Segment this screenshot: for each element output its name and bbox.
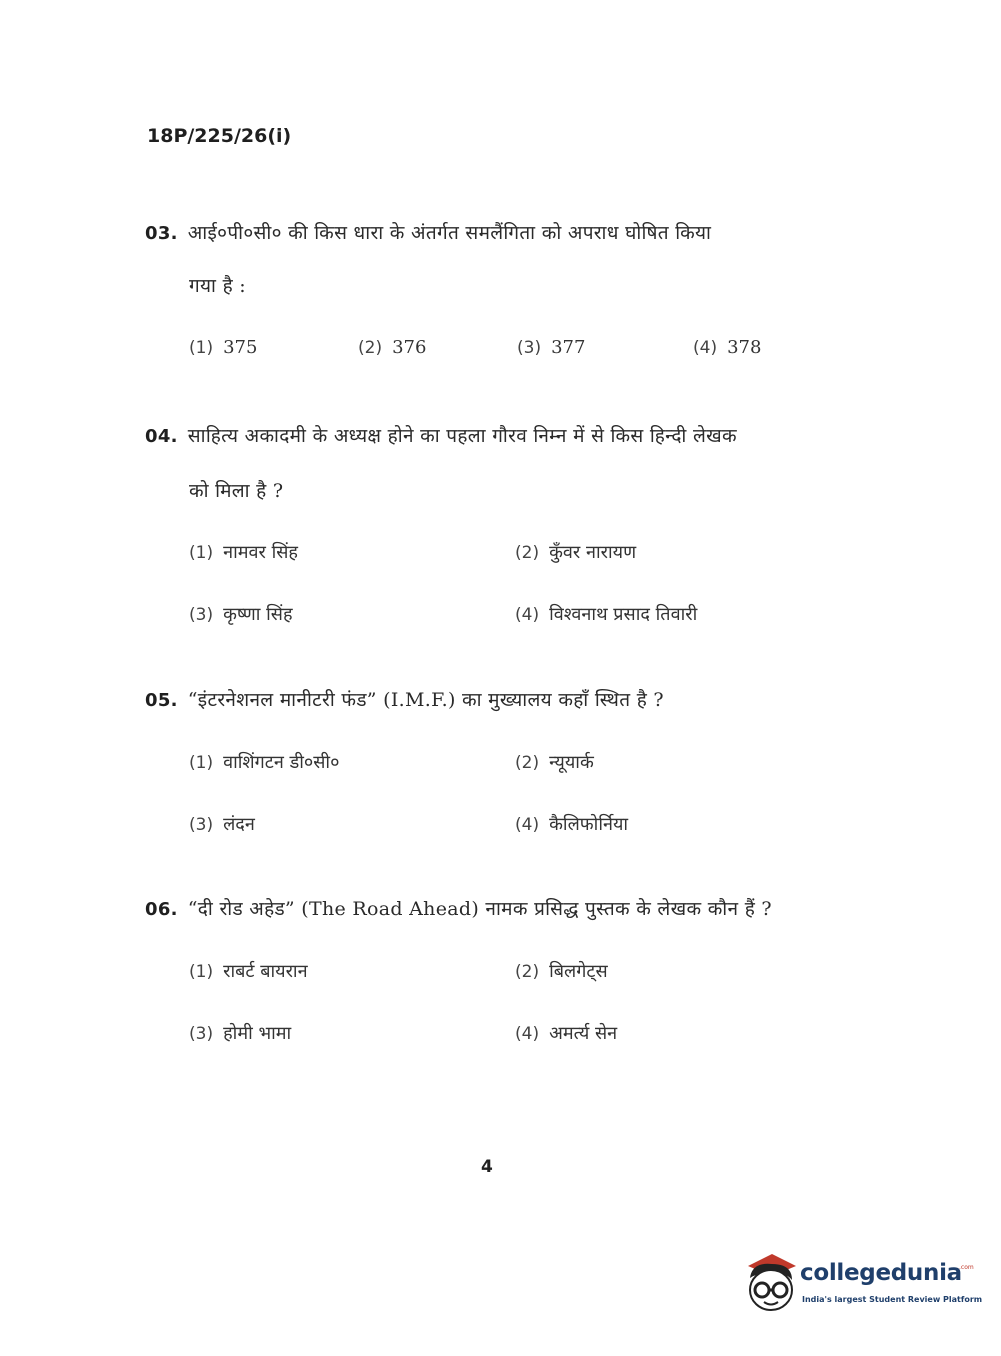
option-4: (4) विश्वनाथ प्रसाद तिवारी — [515, 604, 698, 625]
option-4: (4) 378 — [693, 337, 762, 358]
question-04 — [145, 424, 845, 627]
question-number: 03. — [145, 223, 178, 244]
option-1: (1) राबर्ट बायरान — [189, 961, 308, 982]
options-row — [145, 541, 845, 565]
option-3: (3) लंदन — [189, 814, 255, 835]
question-text: “इंटरनेशनल मानीटरी फंड” (I.M.F.) का मुख्यालय कहाँ स्थित है ? — [187, 689, 664, 711]
question-text: साहित्य अकादमी के अध्यक्ष होने का पहला गौरव निम्न में से किस हिन्दी लेखक — [187, 425, 737, 447]
option-2: (2) बिलगेट्स — [515, 961, 608, 982]
question-number: 05. — [145, 690, 178, 711]
brand-tagline: India's largest Student Review Platform — [802, 1295, 983, 1304]
options-row — [145, 1022, 845, 1046]
option-2: (2) न्यूयार्क — [515, 752, 594, 773]
question-text: आई०पी०सी० की किस धारा के अंतर्गत समलैंगिता को अपराध घोषित किया — [187, 222, 712, 244]
paper-code: 18P/225/26(i) — [147, 125, 292, 147]
page-number: 4 — [481, 1157, 493, 1177]
brand-name: collegedunia — [800, 1260, 962, 1286]
option-4: (4) अमर्त्य सेन — [515, 1023, 618, 1044]
option-3: (3) 377 — [517, 337, 586, 358]
option-4: (4) कैलिफोर्निया — [515, 814, 629, 835]
question-text-continued: गया है : — [189, 275, 247, 297]
question-number: 04. — [145, 426, 178, 447]
option-1: (1) 375 — [189, 337, 258, 358]
question-text: “दी रोड अहेड” (The Road Ahead) नामक प्रसिद्ध पुस्तक के लेखक कौन हैं ? — [187, 898, 772, 920]
collegedunia-logo — [742, 1248, 983, 1316]
question-05 — [145, 688, 845, 837]
option-1: (1) नामवर सिंह — [189, 542, 298, 563]
option-3: (3) होमी भामा — [189, 1023, 292, 1044]
question-03 — [145, 221, 845, 360]
option-1: (1) वाशिंगटन डी०सी० — [189, 752, 340, 773]
options-row — [145, 336, 845, 360]
option-2: (2) कुँवर नारायण — [515, 542, 637, 563]
option-3: (3) कृष्णा सिंह — [189, 604, 293, 625]
student-mascot-icon — [742, 1248, 800, 1316]
question-number: 06. — [145, 899, 178, 920]
question-06 — [145, 897, 845, 1046]
option-2: (2) 376 — [358, 337, 427, 358]
options-row — [145, 751, 845, 775]
options-row — [145, 603, 845, 627]
options-row — [145, 813, 845, 837]
options-row — [145, 960, 845, 984]
brand-suffix: .com — [959, 1264, 974, 1271]
question-text-continued: को मिला है ? — [189, 480, 284, 502]
